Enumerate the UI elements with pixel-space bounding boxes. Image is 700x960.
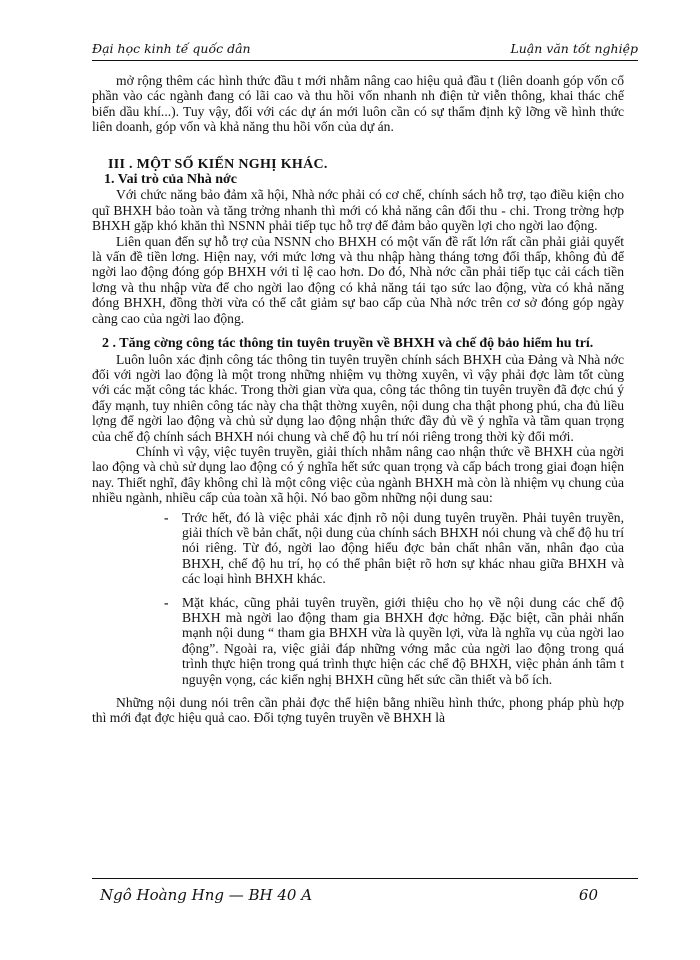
running-header	[92, 38, 638, 61]
running-footer	[92, 878, 638, 909]
subheading-1: 1. Vai trò của Nhà nớc	[104, 172, 237, 188]
subheading-2: 2 . Tăng cờng công tác thông tin tuyên truyền về BHXH và chế độ bảo hiểm hu trí.	[102, 336, 594, 352]
paragraph-3: Liên quan đến sự hỗ trợ của NSNN cho BHXH có một vấn đề rất lớn rất cần phải giải quyết là vấn đề tiền lơng. Hiện nay, với mức lơng và thu nhập hàng tháng tơng đối thấp, không đủ để ngời lao động đóng góp BHXH với tỉ lệ cao hơn. Do đó, Nhà nớc cần phải tiếp tục cải cách tiền lơng và thu nhập vừa để cho ngời lao động có khả năng tái tạo sức lao động, vừa có khả năng đóng BHXH, đồng thời vừa có thể cắt giảm sự bao cấp của Nhà nớc trên cơ sở đóng góp ngày càng cao của ngời lao động.	[92, 233, 624, 326]
body-text	[92, 73, 624, 726]
bullet-dash: -	[164, 509, 169, 525]
header-university: Đại học kinh tế quốc dân	[92, 41, 251, 56]
header-thesis-label: Luận văn tốt nghiệp	[510, 41, 638, 56]
page-number: 60	[578, 886, 598, 904]
list-item	[92, 510, 624, 587]
paragraph-2: Với chức năng bảo đảm xã hội, Nhà nớc phải có cơ chế, chính sách hỗ trợ, tạo điều kiện cho quĩ BHXH bảo toàn và tăng trởng nhanh thì mới có khả năng cân đối thu - chi. Trong trờng hợp BHXH gặp khó khăn thì NSNN phải tiếp tục hỗ trợ để đảm bảo quyền lợi cho ngời lao động.	[92, 187, 624, 234]
list-item	[92, 595, 624, 687]
bullet-dash: -	[164, 594, 169, 610]
section-heading-iii: III . MỘT SỐ KIẾN NGHỊ KHÁC.	[108, 156, 328, 172]
paragraph-5: Chính vì vậy, việc tuyên truyền, giải thích nhằm nâng cao nhận thức về BHXH của ngời lao động và chủ sử dụng lao động có ý nghĩa hết sức quan trọng và cấp bách trong giai đoạn hiện nay. Thiết nghĩ, đây không chỉ là một công việc của ngành BHXH mà còn là nhiệm vụ chung của nhiều ngành, nhiều cấp của toàn xã hội. Nó bao gồm những nội dung sau:	[92, 443, 624, 506]
paragraph-6: Những nội dung nói trên cần phải đợc thể hiện bằng nhiều hình thức, phong pháp phù hợp thì mới đạt đợc hiệu quả cao. Đối tợng tuyên truyền về BHXH là	[92, 695, 624, 726]
list-item-text: Trớc hết, đó là việc phải xác định rõ nội dung tuyên truyền. Phải tuyên truyền, giải thích về bản chất, nội dung của chính sách BHXH nói chung và chế độ hu trí nói riêng. Từ đó, ngời lao động hiểu đợc bản chất nhân văn, nhân đạo của BHXH, chế độ hu trí, họ có thể phân biệt rõ hơn sự khác nhau giữa BHXH và các loại hình BHXH khác.	[182, 509, 624, 587]
footer-author: Ngô Hoàng Hng — BH 40 A	[100, 886, 313, 904]
paragraph-4: Luôn luôn xác định công tác thông tin tuyên truyền chính sách BHXH của Đảng và Nhà nớc đối với ngời lao động là một trong những nhiệm vụ thờng xuyên, vì vậy phải đợc làm tốt cùng với các mặt công tác khác. Trong thời gian vừa qua, công tác thông tin tuyên truyền đã đợc chú ý đẩy mạnh, tuy nhiên công tác này cha thật thờng xuyên, nội dung cha thật phong phú, cha đủ liều lợng để ngời lao động và chủ sử dụng lao động nhận thức đầy đủ về ý nghĩa và tầm quan trọng của chế độ chính sách BHXH nói chung và chế độ hu trí nói riêng trong thời kỳ đổi mới.	[92, 351, 624, 444]
paragraph-1: mở rộng thêm các hình thức đầu t mới nhằm nâng cao hiệu quả đầu t (liên doanh góp vốn cổ phần vào các ngành đang có lãi cao và thu hồi vốn nhanh nh điện tử viễn thông, khai thác chế biến dầu khí...). Tuy vậy, đối với các dự án mới luôn cần có sự thẩm định kỹ lỡng về hình thức liên doanh, góp vốn và khả năng thu hồi vốn của dự án.	[92, 73, 624, 135]
list-item-text: Mặt khác, cũng phải tuyên truyền, giới thiệu cho họ về nội dung các chế độ BHXH mà ngời lao động tham gia BHXH đợc hởng. Đặc biệt, cần phải nhấn mạnh nội dung “ tham gia BHXH vừa là quyền lợi, vừa là nghĩa vụ của ngời lao động”. Ngoài ra, việc giải đáp những vớng mắc của ngời lao động trong quá trình thực hiện trong quá trình thực hiện các chế độ BHXH, việc phản ánh tâm t nguyện vọng, các kiến nghị BHXH cũng hết sức cần thiết và bổ ích.	[182, 594, 624, 687]
bullet-list	[92, 510, 624, 687]
